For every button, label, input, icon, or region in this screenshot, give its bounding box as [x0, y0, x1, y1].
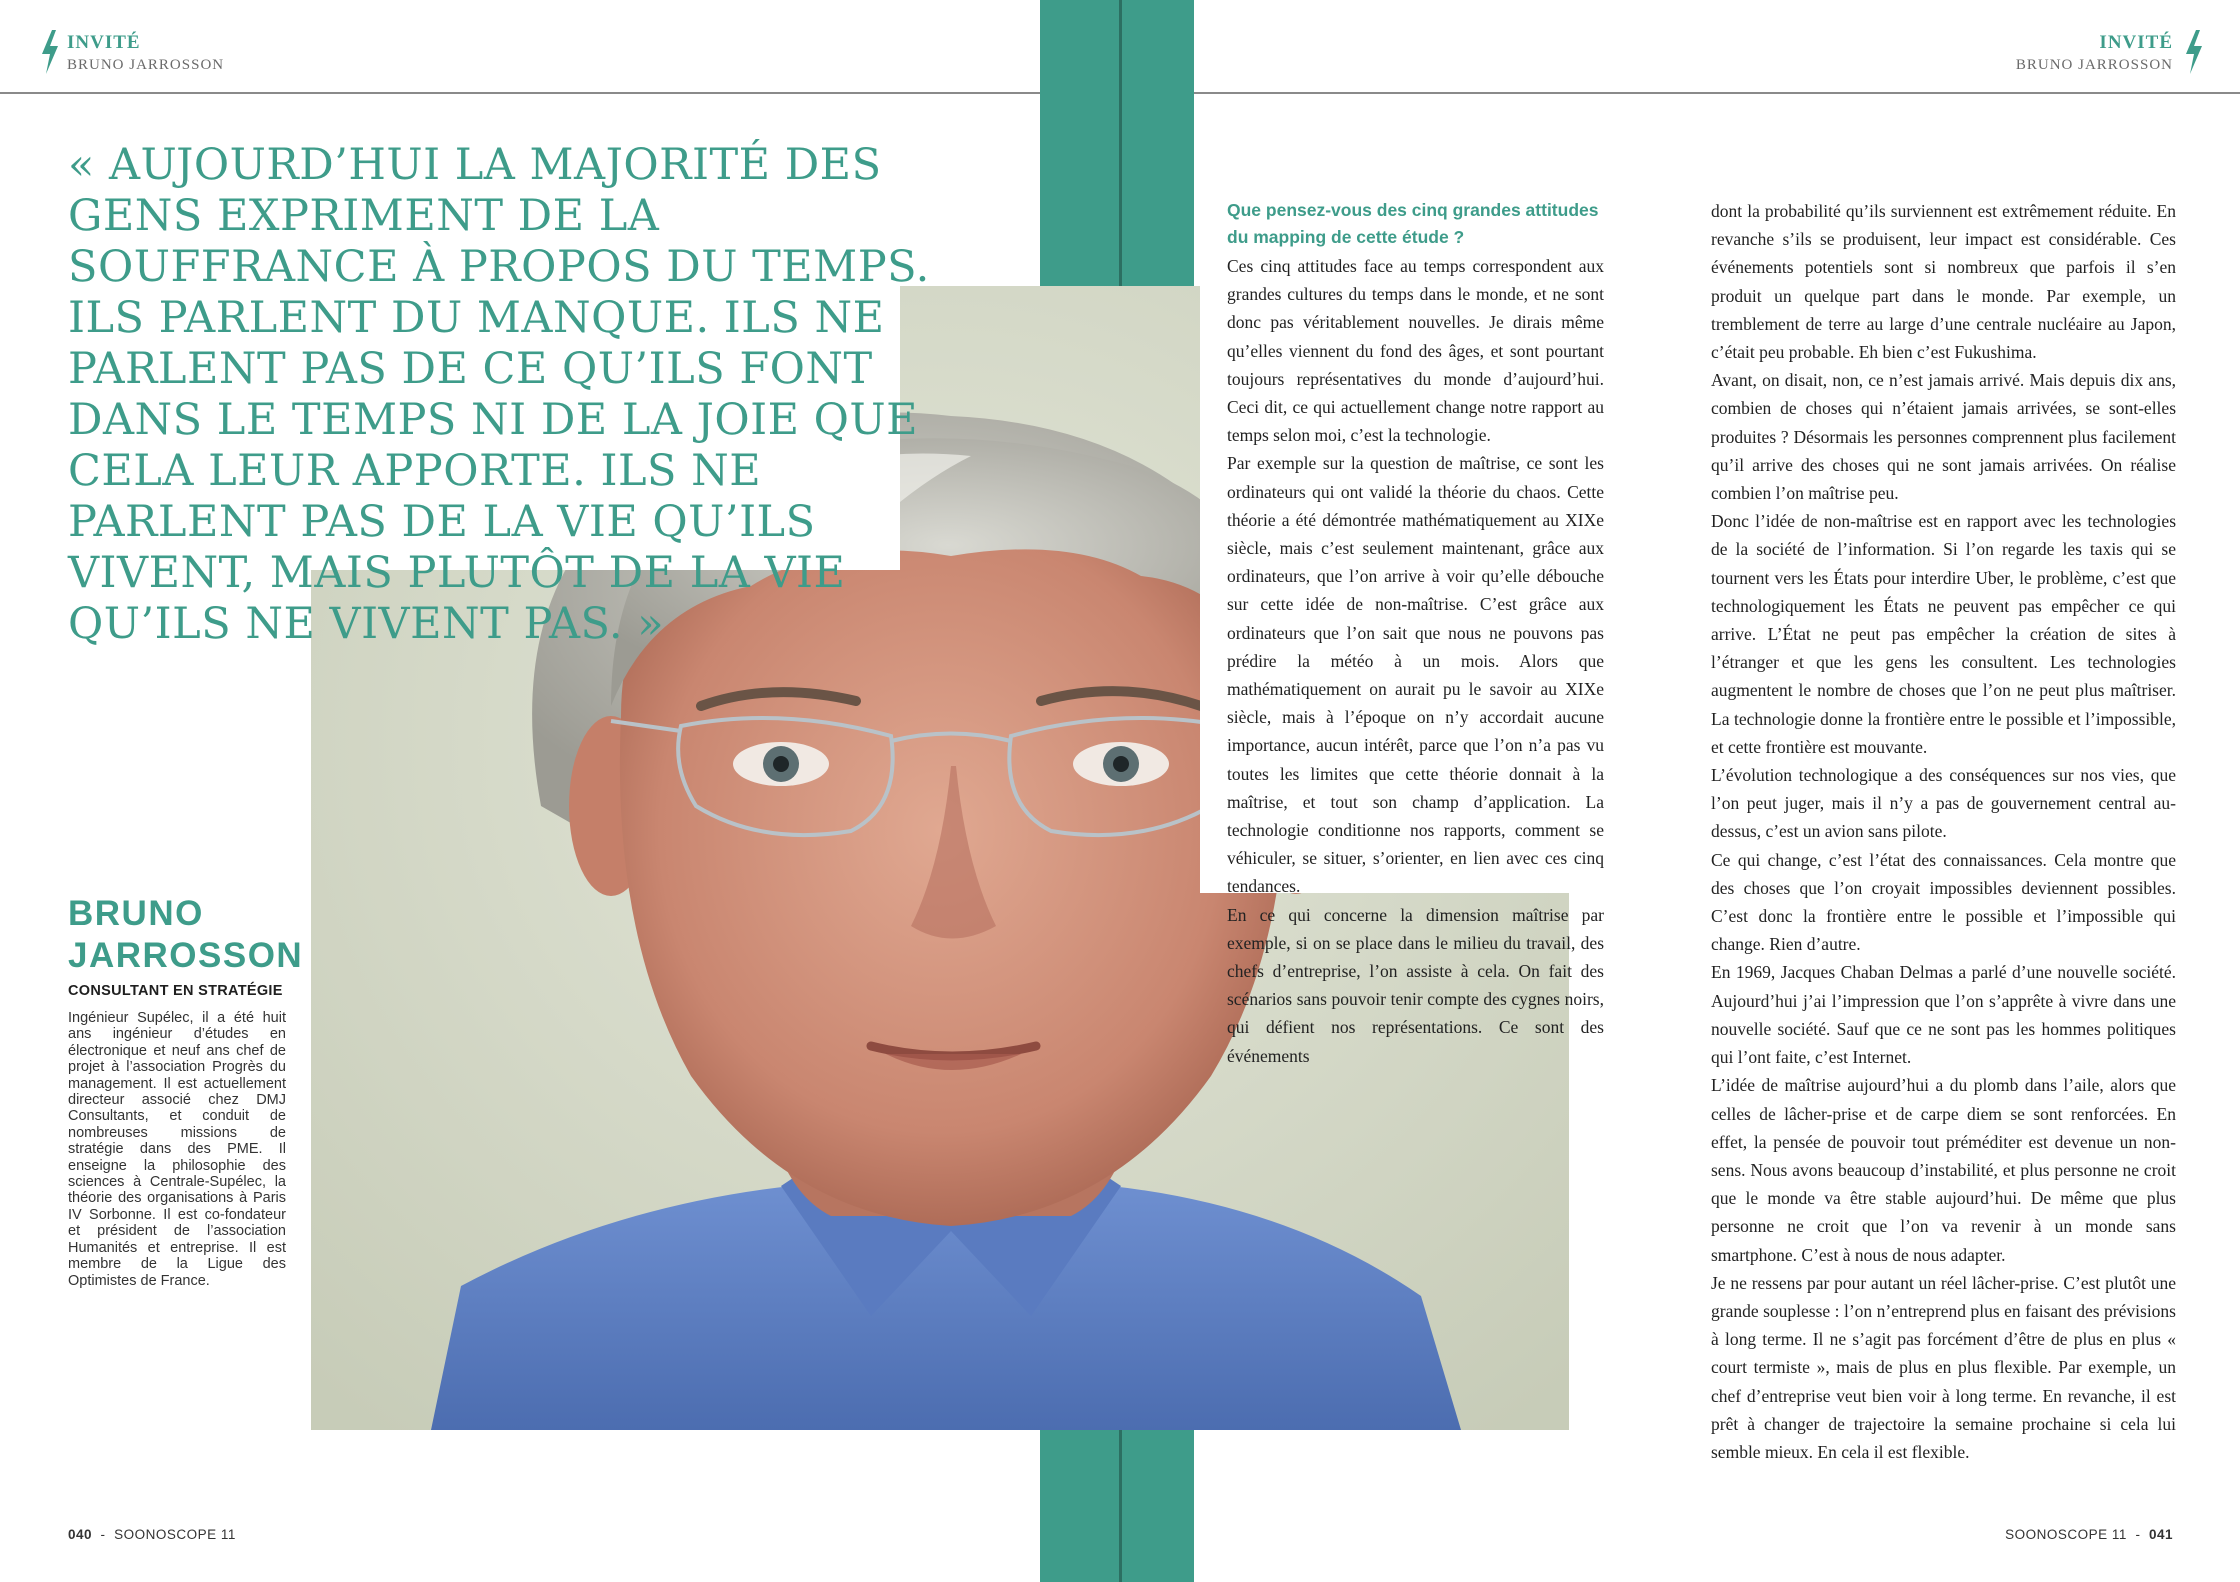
article-column-2	[1711, 197, 2176, 1466]
paragraph: En ce qui concerne la dimension maîtrise par exemple, si on se place dans le milieu du travail, des chefs d’entreprise, l’on assiste à cela. On fait des scénarios sans pouvoir tenir compte des cygnes noirs, qui défient nos représentations. Ce sont des événements	[1227, 904, 1604, 1066]
paragraph: En 1969, Jacques Chaban Delmas a parlé d’une nouvelle société. Aujourd’hui j’ai l’impression que l’on s’apprête à vivre dans une nouvelle société. Sauf que ce ne sont pas les hommes politiques qui l’ont faite, c’est Internet.	[1711, 962, 2176, 1068]
bio-name: BRUNO JARROSSON	[68, 894, 304, 975]
magazine-name: SOONOSCOPE 11	[114, 1527, 236, 1542]
running-head-left	[67, 32, 224, 74]
bio-role: CONSULTANT EN STRATÉGIE	[68, 983, 283, 999]
paragraph: Je ne ressens par pour autant un réel lâcher-prise. C’est plutôt une grande souplesse : l’on n’entreprend plus en faisant des prévisions à long terme. Il ne s’agit pas forcément d’être de plus en plus « court termiste », mais de plus en plus flexible. Par exemple, un chef d’entreprise veut bien voir à long terme. En revanche, il est prêt à changer de trajectoire la semaine prochaine si cela lui semble mieux. En cela il est flexible.	[1711, 1272, 2176, 1462]
footer-separator: -	[100, 1527, 106, 1542]
pull-quote: « AUJOURD’HUI LA MAJORITÉ DES GENS EXPRIMENT DE LA SOUFFRANCE À PROPOS DU TEMPS. ILS PARLENT DU MANQUE. ILS NE PARLENT PAS DE CE QU’ILS FONT DANS LE TEMPS NI DE LA JOIE QUE CELA LEUR APPORTE. ILS NE PARLENT PAS DE LA VIE QU’ILS VIVENT, MAIS PLUTÔT DE LA VIE QU’ILS NE VIVENT PAS. »	[68, 140, 930, 649]
section-label: INVITÉ	[2099, 32, 2173, 53]
paragraph: L’évolution technologique a des conséquences sur nos vies, que l’on peut juger, mais il n’y a pas de gouvernement central au-dessus, c’est un avion sans pilote.	[1711, 765, 2176, 842]
page-number: 040	[68, 1527, 93, 1542]
bio-text: Ingénieur Supélec, il a été huit ans ingénieur d’études en électronique et neuf ans chef de projet à l’association Progrès du management. Il est actuellement directeur associé chez DMJ Consultants, et conduit de nombreuses missions de stratégie dans des PME. Il enseigne la philosophie des sciences à Centrale-Supélec, la théorie des organisations à Paris IV Sorbonne. Il est co-fondateur et président de l’association Humanités et entreprise. Il est membre de la Ligue des Optimistes de France.	[68, 1010, 286, 1289]
article-column-1	[1227, 197, 1604, 1070]
paragraph: L’idée de maîtrise aujourd’hui a du plomb dans l’aile, alors que celles de lâcher-prise et de carpe diem se sont renforcées. En effet, la pensée de pouvoir tout préméditer est devenue un non-sens. Nous avons beaucoup d’instabilité, et plus personne ne croit que le monde va être stable aujourd’hui. De même que plus personne ne croit que l’on va revenir à un monde sans smartphone. C’est à nous de nous adapter.	[1711, 1075, 2176, 1265]
paragraph: dont la probabilité qu’ils surviennent est extrêmement réduite. En revanche s’ils se produisent, leur impact est considérable. Ces événements potentiels sont si nombreux que parfois il s’en produit un quelque part dans le monde. Par exemple, un tremblement de terre au large d’une centrale nucléaire au Japon, c’était peu probable. Eh bien c’est Fukushima.	[1711, 201, 2176, 363]
footer-right	[2005, 1527, 2173, 1542]
footer-left	[68, 1527, 236, 1542]
running-head-right	[2016, 32, 2173, 74]
paragraph: Donc l’idée de non-maîtrise est en rapport avec les technologies de la société de l’information. Si l’on regarde les taxis qui se tournent vers les États pour interdire Uber, le problème, c’est que technologiquement les États ne peuvent pas empêcher ce qui arrive. L’État ne peut pas empêcher la création de sites à l’étranger et que les gens les consultent. Les technologies augmentent le nombre de choses que l’on ne peut plus maîtriser. La technologie donne la frontière entre le possible et l’impossible, et cette frontière est mouvante.	[1711, 511, 2176, 757]
author-label: BRUNO JARROSSON	[67, 57, 225, 73]
paragraph: Ce qui change, c’est l’état des connaissances. Cela montre que des choses que l’on croyait impossibles deviennent possibles. C’est donc la frontière entre le possible et l’impossible qui change. Rien d’autre.	[1711, 849, 2176, 955]
paragraph: Avant, on disait, non, ce n’est jamais arrivé. Mais depuis dix ans, combien de choses qui n’étaient jamais arrivées, se sont-elles produites ? Désormais les personnes comprennent plus facilement qu’il arrive des choses qui ne sont jamais arrivées. On réalise combien l’on maîtrise peu.	[1711, 370, 2176, 504]
paragraph: Par exemple sur la question de maîtrise, ce sont les ordinateurs qui ont validé la théorie du chaos. Cette théorie a été démontrée mathématiquement au XIXe siècle, mais c’est seulement maintenant, grâce aux ordinateurs, que l’on arrive à voir qu’elle débouche sur cette idée de non-maîtrise. C’est grâce aux ordinateurs que l’on sait que nous ne pouvons pas prédire la météo à un mois. Alors que mathématiquement on aurait pu le savoir au XIXe siècle, mais à l’époque on n’y accordait aucune importance, aucun intérêt, parce que l’on n’a pas vu toutes les limites que cette théorie donnait à la maîtrise, et tout son champ d’application. La technologie conditionne nos rapports, comment se véhiculer, se situer, s’orienter, en lien avec ces cinq tendances.	[1227, 453, 1604, 897]
paragraph: Ces cinq attitudes face au temps correspondent aux grandes cultures du temps dans le monde, et ne sont donc pas véritablement nouvelles. Je dirais même qu’elles viennent du fond des âges, et sont pourtant toujours représentatives du monde d’aujourd’hui. Ceci dit, ce qui actuellement change notre rapport au temps selon moi, c’est la technologie.	[1227, 256, 1604, 446]
magazine-name: SOONOSCOPE 11	[2005, 1527, 2127, 1542]
interview-question: Que pensez-vous des cinq grandes attitudes du mapping de cette étude ?	[1227, 200, 1599, 247]
lightning-bolt-icon	[40, 30, 60, 74]
page-number: 041	[2148, 1527, 2173, 1542]
lightning-bolt-icon	[2184, 30, 2204, 74]
section-label: INVITÉ	[67, 32, 141, 53]
footer-separator: -	[2135, 1527, 2141, 1542]
author-label: BRUNO JARROSSON	[2015, 57, 2173, 73]
